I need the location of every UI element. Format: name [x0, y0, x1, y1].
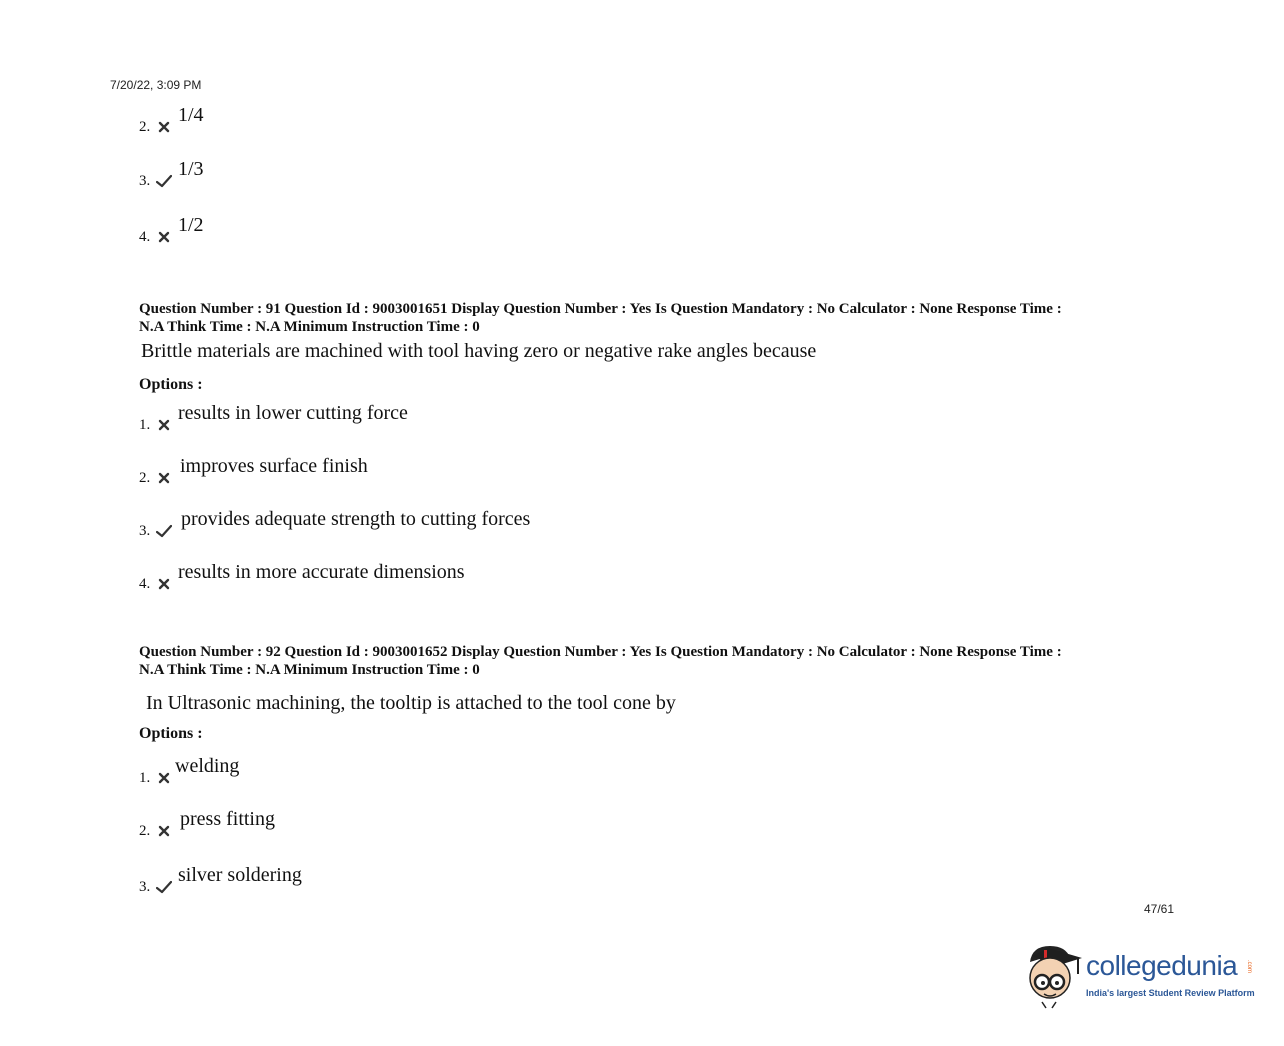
option-number: 4.	[139, 576, 151, 592]
option-number: 2.	[139, 119, 151, 135]
print-timestamp: 7/20/22, 3:09 PM	[110, 78, 202, 92]
option-number: 2.	[139, 823, 151, 839]
logo-suffix: .com	[1246, 960, 1252, 974]
question-meta	[139, 643, 1149, 679]
question-meta-line: Question Number : 91 Question Id : 9003001651 Display Question Number : Yes Is Question Mandatory : No Calculator : None Response Time :	[139, 301, 1062, 317]
correct-check-icon	[156, 880, 172, 894]
page-number: 47/61	[1144, 902, 1175, 916]
option-item	[139, 402, 839, 436]
question-meta-line: Question Number : 92 Question Id : 9003001652 Display Question Number : Yes Is Question Mandatory : No Calculator : None Response Time :	[139, 644, 1062, 660]
question-meta-line: N.A Think Time : N.A Minimum Instruction Time : 0	[139, 662, 480, 678]
options-label: Options :	[139, 725, 203, 742]
option-item	[139, 455, 839, 489]
option-item	[139, 808, 839, 842]
option-text: improves surface finish	[180, 455, 368, 477]
option-text: 1/3	[178, 158, 204, 180]
mascot-graduate-icon	[1022, 940, 1084, 1010]
question-text: In Ultrasonic machining, the tooltip is attached to the tool cone by	[146, 692, 676, 714]
question-meta	[139, 300, 1149, 336]
option-text: welding	[175, 755, 240, 777]
option-number: 1.	[139, 770, 151, 786]
option-number: 3.	[139, 173, 151, 189]
wrong-cross-icon	[156, 824, 172, 838]
wrong-cross-icon	[156, 230, 172, 244]
option-text: results in more accurate dimensions	[178, 561, 465, 583]
correct-check-icon	[156, 174, 172, 188]
option-item	[139, 158, 839, 192]
correct-check-icon	[156, 524, 172, 538]
option-text: 1/4	[178, 104, 204, 126]
option-number: 1.	[139, 417, 151, 433]
wrong-cross-icon	[156, 771, 172, 785]
wrong-cross-icon	[156, 577, 172, 591]
option-number: 3.	[139, 523, 151, 539]
option-item	[139, 561, 839, 595]
option-item	[139, 864, 839, 898]
option-item	[139, 104, 839, 138]
question-text: Brittle materials are machined with tool having zero or negative rake angles because	[141, 340, 817, 362]
wrong-cross-icon	[156, 120, 172, 134]
option-text: press fitting	[180, 808, 275, 830]
option-number: 3.	[139, 879, 151, 895]
logo-tagline: India's largest Student Review Platform	[1086, 988, 1255, 998]
option-item	[139, 214, 839, 248]
options-label: Options :	[139, 376, 203, 393]
wrong-cross-icon	[156, 471, 172, 485]
option-number: 4.	[139, 229, 151, 245]
option-text: results in lower cutting force	[178, 402, 408, 424]
wrong-cross-icon	[156, 418, 172, 432]
option-text: silver soldering	[178, 864, 302, 886]
option-number: 2.	[139, 470, 151, 486]
collegedunia-logo	[1022, 940, 1262, 1010]
option-item	[139, 508, 839, 542]
option-text: 1/2	[178, 214, 204, 236]
option-item	[139, 755, 839, 789]
option-text: provides adequate strength to cutting forces	[181, 508, 531, 530]
logo-wordmark: collegedunia	[1086, 950, 1238, 981]
question-meta-line: N.A Think Time : N.A Minimum Instruction Time : 0	[139, 319, 480, 335]
